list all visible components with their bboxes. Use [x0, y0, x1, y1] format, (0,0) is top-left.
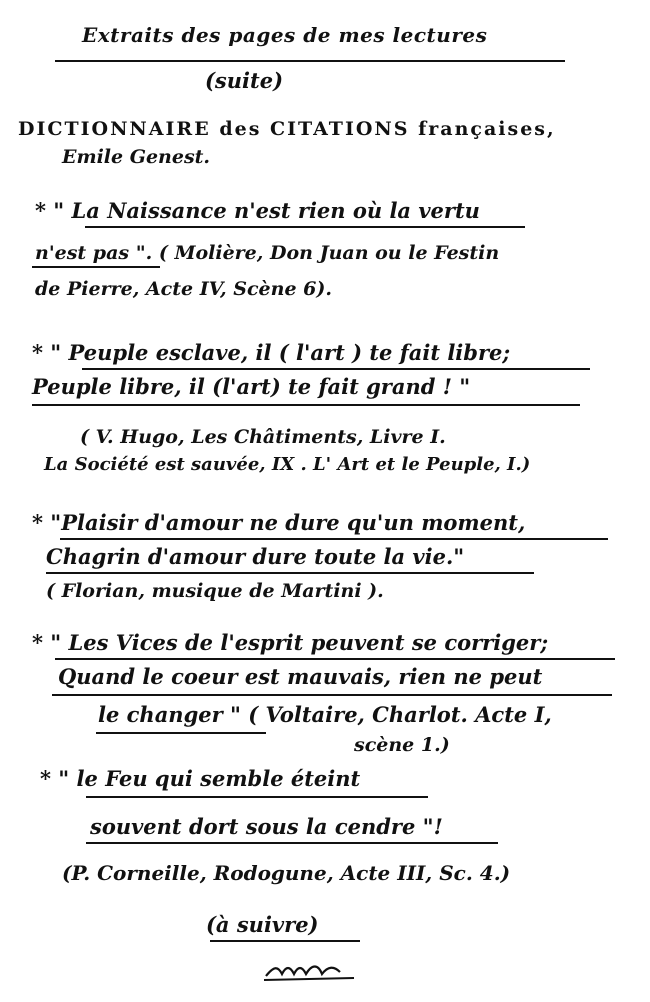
quote-1-line-2: n'est pas ". ( Molière, Don Juan ou le Festin: [35, 242, 500, 264]
quote-1-underline-2: [32, 266, 160, 268]
title-rule: [55, 60, 565, 62]
quote-4-line-4: scène 1.): [354, 734, 450, 756]
quote-3-line-2: Chagrin d'amour dure toute la vie.": [46, 544, 465, 569]
quote-1-line-3: de Pierre, Acte IV, Scène 6).: [35, 278, 332, 300]
quote-2-underline-2: [32, 404, 580, 406]
quote-4-line-3: le changer " ( Voltaire, Charlot. Acte I,: [98, 702, 552, 727]
page-subtitle: [205, 68, 283, 94]
source-author: Emile Genest.: [62, 146, 211, 168]
quote-2-line-1: * " Peuple esclave, il ( l'art ) te fait libre;: [32, 340, 511, 365]
quote-5-underline-1: [86, 796, 428, 798]
quote-2-underline-1: [82, 368, 590, 370]
continued-note: (à suivre): [206, 912, 319, 937]
page-title: Extraits des pages de mes lectures: [82, 23, 488, 47]
quote-5-line-1: * " le Feu qui semble éteint: [40, 766, 361, 791]
quote-1-underline-1: [85, 226, 525, 228]
quote-4-line-2: Quand le coeur est mauvais, rien ne peut: [58, 664, 543, 689]
source-title: DICTIONNAIRE des CITATIONS françaises,: [18, 118, 556, 140]
quote-4-underline-3: [96, 732, 266, 734]
quote-5-underline-2: [86, 842, 498, 844]
continued-underline: [210, 940, 360, 942]
quote-5-line-2: souvent dort sous la cendre "!: [90, 814, 443, 839]
quote-3-underline-1: [60, 538, 608, 540]
quote-2-line-2: Peuple libre, il (l'art) te fait grand ! ": [32, 374, 471, 399]
signature-icon: [262, 958, 358, 982]
subtitle-text: (suite): [205, 68, 284, 93]
quote-2-line-4: La Société est sauvée, IX . L' Art et le Peuple, I.): [44, 454, 531, 475]
quote-3-line-1: * "Plaisir d'amour ne dure qu'un moment,: [32, 510, 526, 535]
quote-3-underline-2: [46, 572, 534, 574]
quote-4-underline-1: [55, 658, 615, 660]
quote-3-line-3: ( Florian, musique de Martini ).: [46, 580, 384, 602]
quote-2-line-3: ( V. Hugo, Les Châtiments, Livre I.: [80, 426, 446, 448]
quote-4-underline-2: [52, 694, 612, 696]
quote-4-line-1: * " Les Vices de l'esprit peuvent se corriger;: [32, 630, 549, 655]
quote-5-line-3: (P. Corneille, Rodogune, Acte III, Sc. 4.): [62, 861, 511, 885]
quote-1-line-1: * " La Naissance n'est rien où la vertu: [35, 198, 480, 223]
